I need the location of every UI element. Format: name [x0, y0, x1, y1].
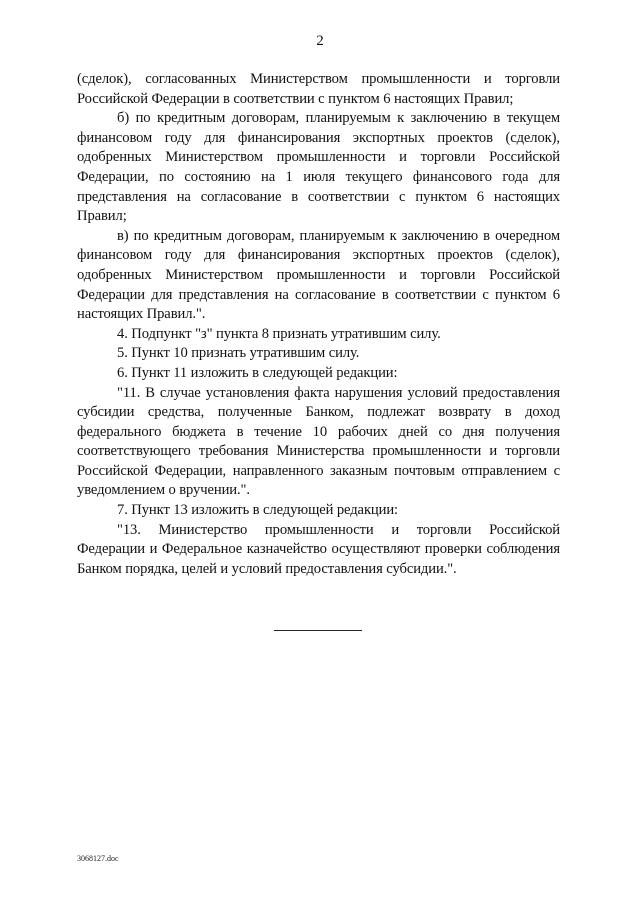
paragraph-subitem-b: б) по кредитным договорам, планируемым к заключению в текущем финансовом году для финансирования экспортных проектов (сделок), одобренных Министерством промышленности и торговли Российской Федерации, по состоянию на 1 июля текущего финансового года для представления на согласование в соответствии с пунктом 6 настоящих Правил; [77, 110, 560, 225]
page-number: 2 [316, 33, 324, 49]
paragraph-item-4: 4. Подпункт "з" пункта 8 признать утратившим силу. [117, 325, 441, 342]
closing-rule-line [274, 630, 362, 631]
paragraph-point-11-text: "11. В случае установления факта нарушения условий предоставления субсидии средства, полученные Банком, подлежат возврату в доход федерального бюджета в течение 10 рабочих дней со дня получения соответствующего требования Министерства промышленности и торговли Российской Федерации, направленного заказным почтовым отправлением с уведомлением о вручении.". [77, 384, 560, 499]
paragraph-subitem-v: в) по кредитным договорам, планируемым к заключению в очередном финансовом году для финансирования экспортных проектов (сделок), одобренных Министерством промышленности и торговли Российской Федерации для представления на согласование в соответствии с пунктом 6 настоящих Правил.". [77, 227, 560, 323]
paragraph-continuation: (сделок), согласованных Министерством промышленности и торговли Российской Федерации в соответствии с пунктом 6 настоящих Правил; [77, 71, 560, 107]
paragraph-point-13-text: "13. Министерство промышленности и торговли Российской Федерации и Федеральное казначейство осуществляют проверки соблюдения Банком порядка, целей и условий предоставления субсидии.". [77, 521, 560, 577]
footer-filename: 3068127.doc [77, 854, 119, 863]
paragraph-item-7: 7. Пункт 13 изложить в следующей редакции: [117, 502, 399, 519]
paragraph-item-5: 5. Пункт 10 признать утратившим силу. [117, 345, 360, 362]
paragraph-item-6: 6. Пункт 11 изложить в следующей редакции: [117, 364, 398, 381]
document-body [77, 70, 560, 579]
